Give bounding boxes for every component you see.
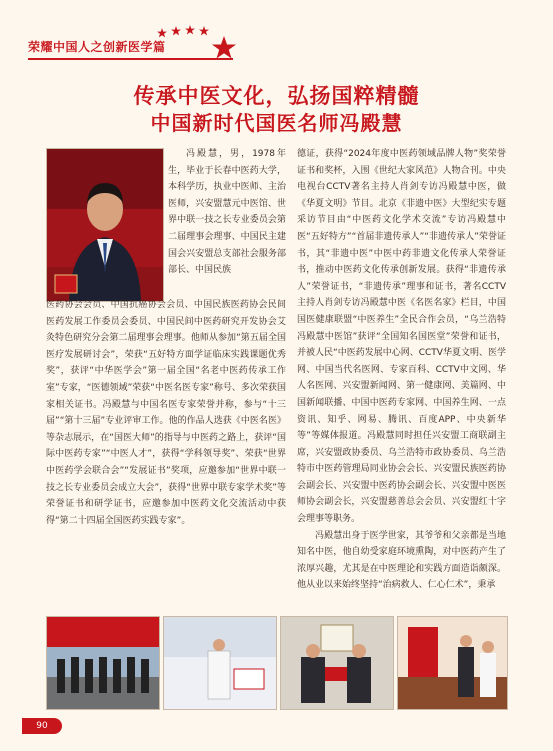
paragraph: 德证，获得“2024年度中医药领域品牌人物”奖荣誉证书和奖杯，入围《世纪大家风范》人物合刊。中央电视台CCTV著名主持人肖剑专访冯殿慧中医，做《华夏文明》节目。北京《非遗中医》大型纪实专题采访节目由“中医药文化学术交流”专访冯殿慧中医“五好特方”“首届非遗传承人”“非遗传承人”荣誉证书，其“非遗中医”中医中药非遗文化传承人荣誉证书，推动中医药文化传承创新发展。获得“非遗传承人”荣誉证书，“非遗传承”理事和证书，著名CCTV主持人肖剑专访冯殿慧中医《名医名家》栏目，中国国医健康联盟“中医养生”全民合作会员，“乌兰浩特冯殿慧中医馆”获评“全国知名国医堂”荣誉和证书，并被人民“中医药发展中心网、CCTV华夏文明、医学网、中国当代名医网、专家百科、CCTV中文网、华人名医网、兴安盟新闻网、第一健康网、美篇网、中国新闻联播、中国中医药专家网、中国养生网、一点资讯、知乎、网易、腾讯、百度APP、中央新华等”等媒体报道。冯殿慧同时担任兴安盟工商联副主席，兴安盟政协委员、乌兰浩特市政协委员、乌兰浩特市中医药管理局同业协会会长、兴安盟民族医药协会副会长、兴安盟中医药协会副会长、兴安盟中医医师协会副会长，兴安盟慈善总会会员、兴安盟红十字会理事等职务。 bbox=[297, 149, 506, 525]
award-podium-photo bbox=[163, 616, 277, 710]
paragraph: 冯殿慧，男，1978年生，毕业于长春中医药大学，本科学历，执业中医师、主治医师，兴安盟慧元中医馆、世界中联一技之长专业委员会第二届理事会理事、中国民主建国会兴安盟总支部社会服务部部长、中国民族 bbox=[168, 149, 286, 276]
section-title: 荣耀中国人之创新医学篇 bbox=[28, 40, 166, 54]
closing-paragraph: 冯殿慧出身于医学世家，其爷爷和父亲都是当地知名中医，他自幼受家庭环境熏陶，对中医药产生了浓厚兴趣，尤其是在中医理论和实践方面造诣颇深。他从业以来始终坚持“治病救人、仁心仁术”，秉承 bbox=[297, 530, 506, 591]
article-title-line2: 中国新时代国医名师冯殿慧 bbox=[150, 111, 403, 135]
photo-strip bbox=[46, 616, 506, 708]
portrait-photo bbox=[46, 148, 164, 302]
article-body-right bbox=[297, 146, 506, 608]
header-rule bbox=[28, 58, 233, 60]
group-photo bbox=[46, 616, 160, 710]
page-number: 90 bbox=[22, 718, 62, 734]
article-body-left bbox=[46, 297, 286, 607]
article-title-line1: 传承中医文化，弘扬国粹精髓 bbox=[133, 84, 420, 108]
article-intro-text bbox=[168, 146, 286, 296]
clinic-banner-photo bbox=[397, 616, 508, 710]
paragraph: 医药协会会员、中国抗癌协会会员、中国民族医药协会民间医药发展工作委员会委员、中国民间中医药研究开发协会艾灸特色研究分会第二届理事会理事。他师从参加“第五届全国医疗发展研讨会”，荣获“五好特方面学证临床实践课题优秀奖”，获评“中华医学会”第一届全国“名老中医药传承工作室”专家，“医德领域”荣获“中医名医专家”称号、多次荣获国家相关证书。冯殿慧与中国名医专家荣誉并称，参与“十三届”“第十三届”专业评审工作。他的作品人选获《中医名医》等杂志展示，在“国医大师”的指导与中医药之路上，获评“国际中医药专家”“中医人才”，获得“学科领导奖”、荣获“世界中医药学会联合会”“发展证书”奖项，应邀参加“世界中联一技之长专业委员会成立大会”，获得“世界中联专家学术奖”等荣誉证书和研学证书，应邀参加中医药文化交流活动中获得“第二十四届全国医药实践专家”。 bbox=[46, 300, 286, 526]
certificate-handover-photo bbox=[280, 616, 394, 710]
